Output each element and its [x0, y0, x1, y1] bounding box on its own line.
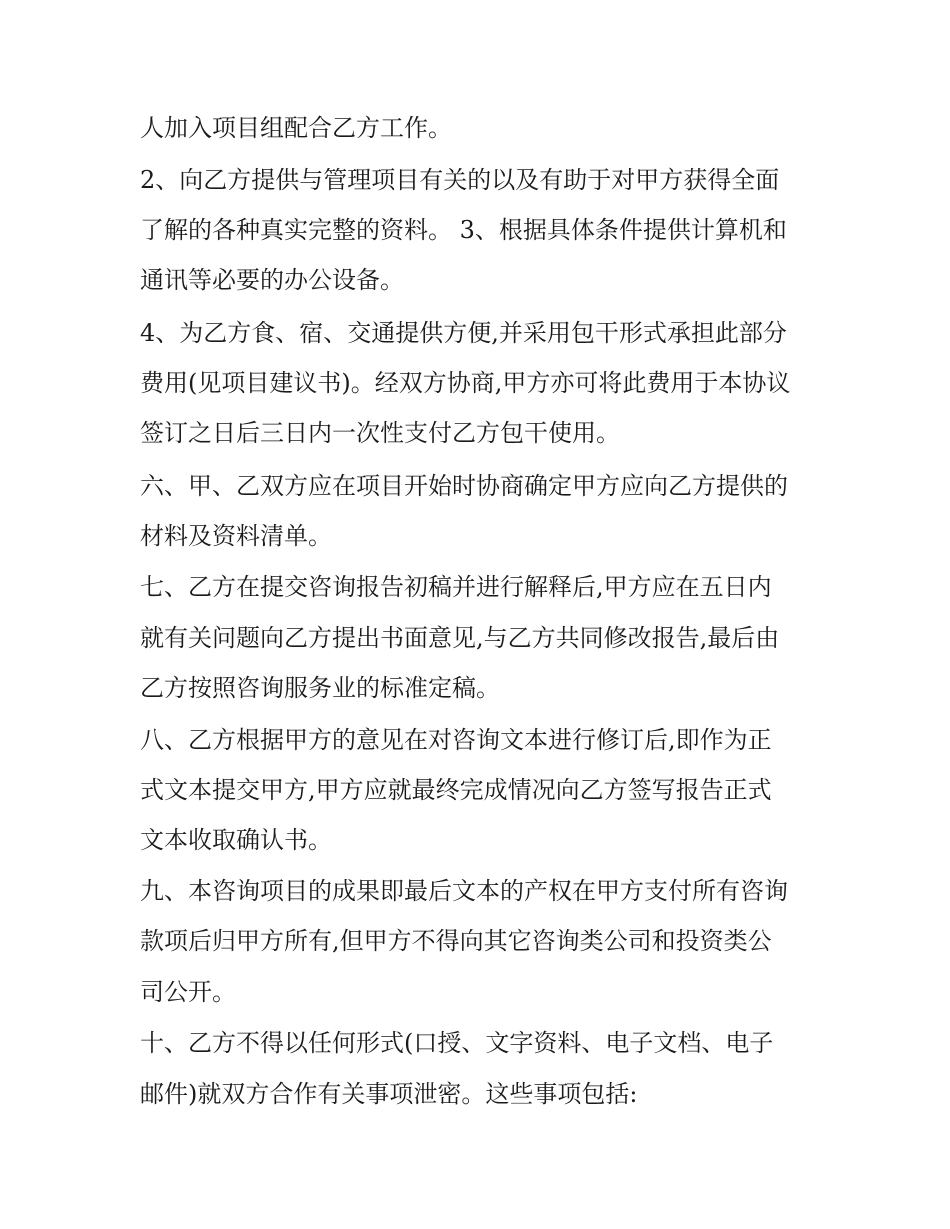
text-line: 了解的各种真实完整的资料。 3、根据具体条件提供计算机和	[140, 216, 787, 244]
text-line: 就有关问题向乙方提出书面意见,与乙方共同修改报告,最后由	[140, 624, 780, 652]
text-line: 八、乙方根据甲方的意见在对咨询文本进行修订后,即作为正	[140, 726, 772, 754]
text-line: 九、本咨询项目的成果即最后文本的产权在甲方支付所有咨询	[140, 877, 788, 905]
text-line: 材料及资料清单。	[140, 522, 332, 550]
text-line: 七、乙方在提交咨询报告初稿并进行解释后,甲方应在五日内	[140, 573, 772, 601]
text-line: 人加入项目组配合乙方工作。	[140, 114, 452, 142]
text-line: 4、为乙方食、宿、交通提供方便,并采用包干形式承担此部分	[140, 319, 787, 347]
text-line: 2、向乙方提供与管理项目有关的以及有助于对甲方获得全面	[140, 166, 780, 194]
text-line: 六、甲、乙双方应在项目开始时协商确定甲方应向乙方提供的	[140, 472, 788, 500]
text-line: 邮件)就双方合作有关事项泄密。这些事项包括:	[140, 1080, 638, 1108]
text-line: 司公开。	[140, 978, 236, 1006]
text-line: 款项后归甲方所有,但甲方不得向其它咨询类公司和投资类公	[140, 927, 772, 955]
text-line: 通讯等必要的办公设备。	[140, 266, 404, 294]
text-line: 签订之日后三日内一次性支付乙方包干使用。	[140, 419, 620, 447]
text-line: 费用(见项目建议书)。经双方协商,甲方亦可将此费用于本协议	[140, 369, 791, 397]
text-line: 文本收取确认书。	[140, 826, 332, 854]
text-line: 乙方按照咨询服务业的标准定稿。	[140, 674, 500, 702]
text-line: 式文本提交甲方,甲方应就最终完成情况向乙方签写报告正式	[140, 776, 772, 804]
text-line: 十、乙方不得以任何形式(口授、文字资料、电子文档、电子	[140, 1029, 774, 1057]
